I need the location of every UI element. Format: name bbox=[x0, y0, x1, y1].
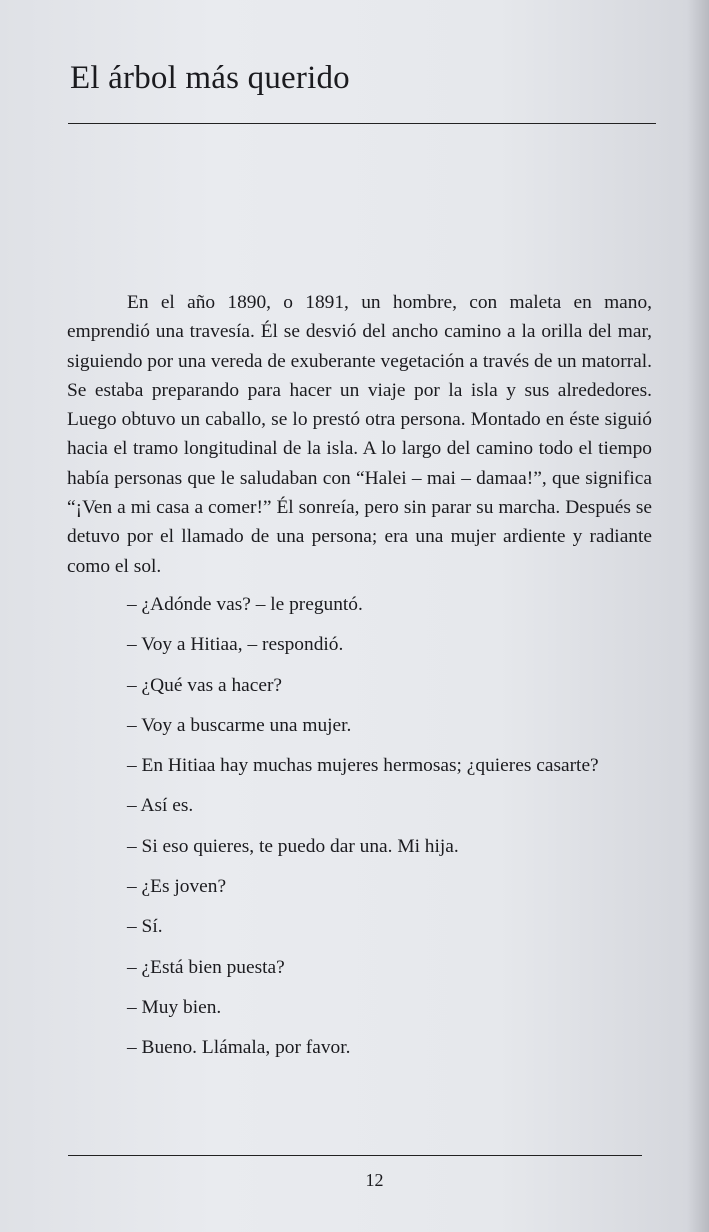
dialogue-line: – ¿Qué vas a hacer? bbox=[127, 674, 283, 696]
page-edge-shadow bbox=[687, 0, 709, 1232]
footer-rule bbox=[68, 1155, 642, 1156]
dialogue-line: – Así es. bbox=[127, 795, 194, 817]
dialogue-line: – ¿Es joven? bbox=[127, 876, 227, 898]
dialogue-line: – Muy bien. bbox=[127, 996, 222, 1018]
chapter-title: El árbol más querido bbox=[70, 60, 350, 96]
dialogue-line: – Si eso quieres, te puedo dar una. Mi hija. bbox=[127, 835, 459, 857]
body-text bbox=[67, 288, 652, 1074]
opening-paragraph: En el año 1890, o 1891, un hombre, con maleta en mano, emprendió una travesía. Él se desvió del ancho camino a la orilla del mar, siguiendo por una vereda de exuberante vegetación a través de un matorral. Se estaba preparando para hacer un viaje por la isla y sus alrededores. Luego obtuvo un caballo, se lo prestó otra persona. Montado en éste siguió hacia el tramo longitudinal de la isla. A lo largo del camino todo el tiempo había personas que le saludaban con “Halei – mai – damaa!”, que significa “¡Ven a mi casa a comer!” Él sonreía, pero sin parar su marcha. Después se detuvo por el llamado de una persona; era una mujer ardiente y radiante como el sol. bbox=[67, 292, 652, 577]
dialogue-line: – Bueno. Llámala, por favor. bbox=[127, 1037, 351, 1059]
title-rule bbox=[68, 123, 656, 124]
dialogue-line: – ¿Está bien puesta? bbox=[127, 956, 285, 978]
dialogue-list bbox=[67, 590, 652, 1074]
dialogue-line: – Voy a Hitiaa, – respondió. bbox=[127, 634, 344, 656]
dialogue-line: – En Hitiaa hay muchas mujeres hermosas; ¿quieres casarte? bbox=[127, 755, 599, 777]
page-number: 12 bbox=[365, 1170, 384, 1190]
dialogue-line: – Voy a buscarme una mujer. bbox=[127, 714, 352, 736]
dialogue-line: – ¿Adónde vas? – le preguntó. bbox=[127, 593, 363, 615]
dialogue-line: – Sí. bbox=[127, 916, 163, 938]
